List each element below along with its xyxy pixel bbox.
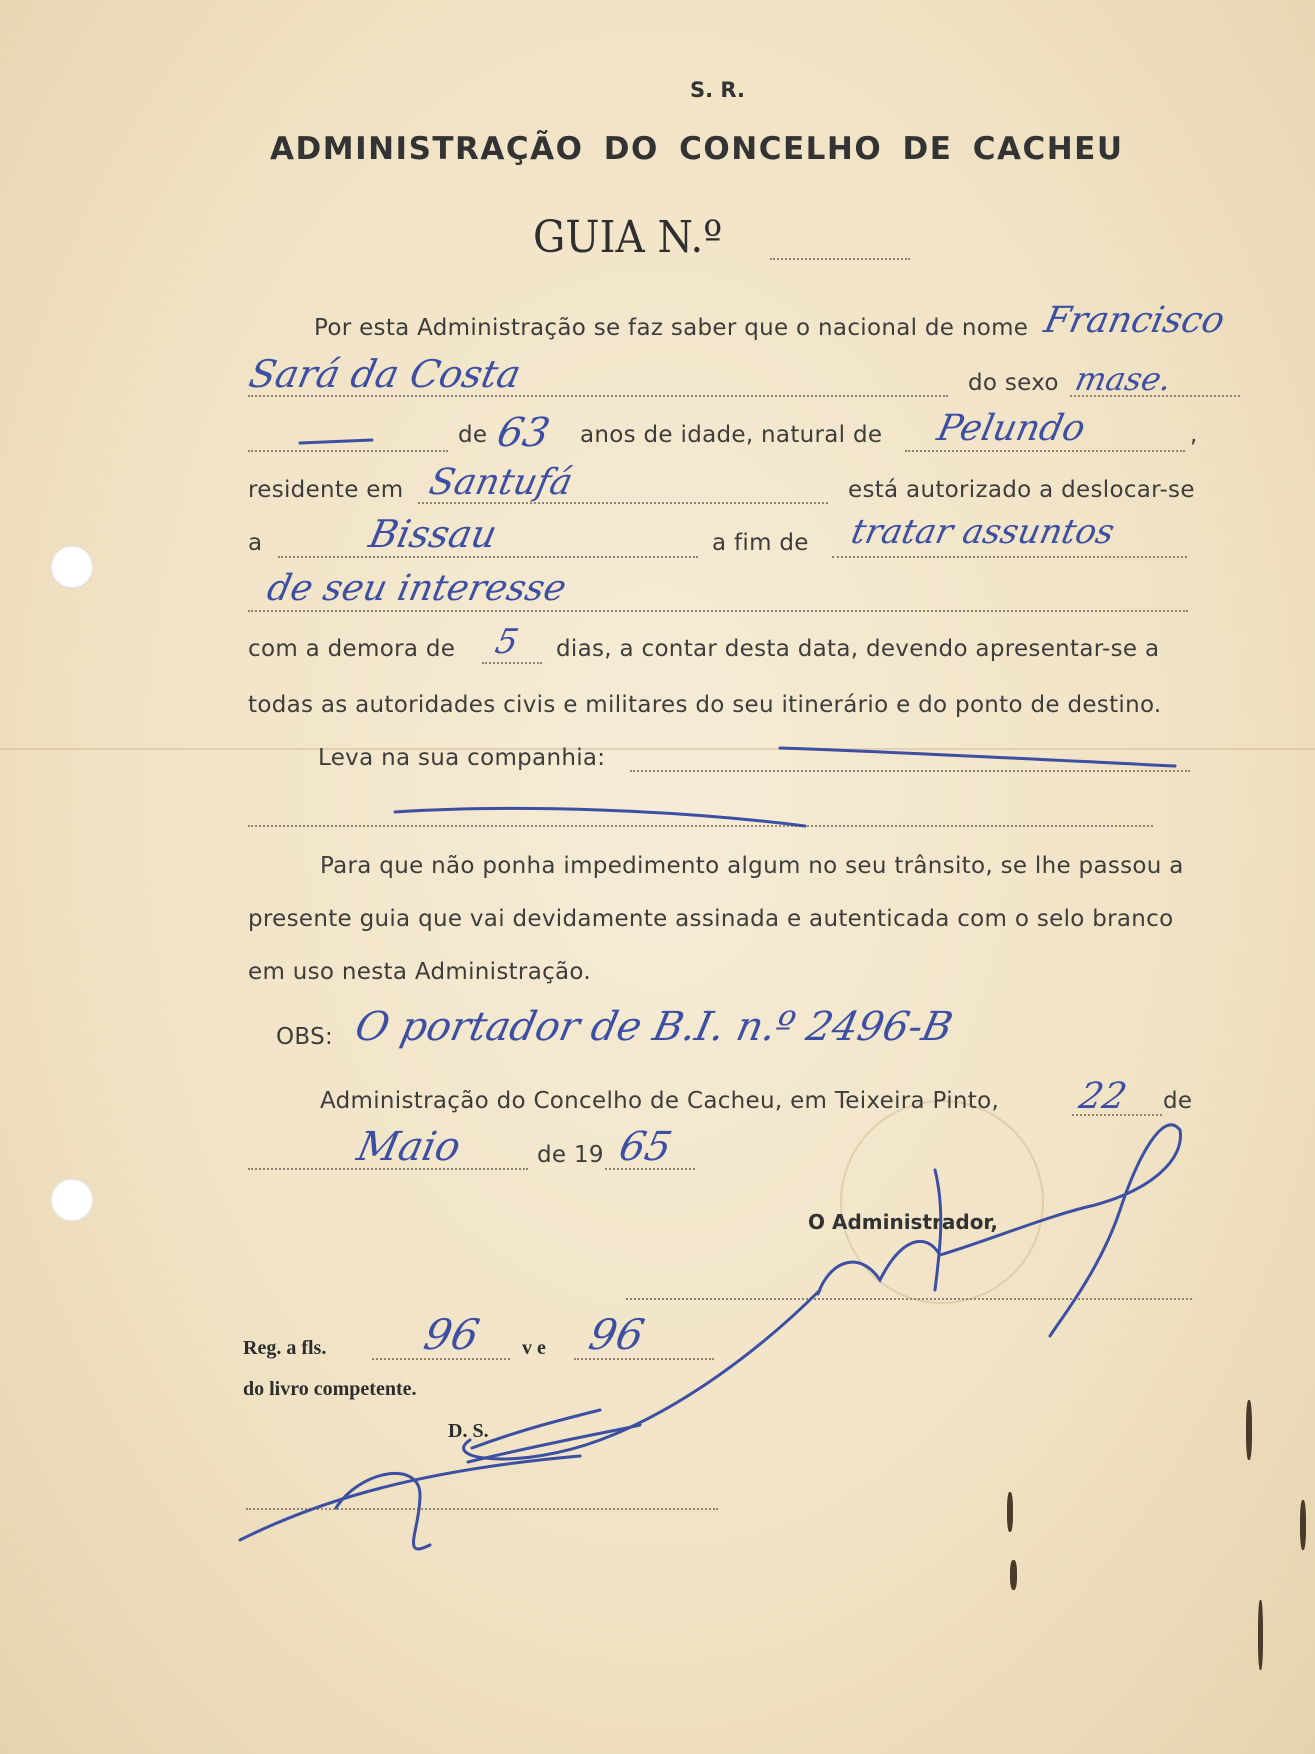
admin-signature-stroke (935, 1170, 941, 1290)
year-handwritten: 65 (615, 1124, 676, 1170)
natural-handwritten: Pelundo (933, 408, 1089, 449)
demora-label: com a demora de (248, 636, 456, 662)
day-handwritten: 22 (1075, 1076, 1131, 1117)
header-sr: S. R. (690, 78, 745, 102)
age-handwritten: 63 (493, 410, 554, 456)
place-label: Administração do Concelho de Cacheu, em Teixeira Pinto, (320, 1088, 1000, 1114)
month-handwritten: Maio (353, 1124, 465, 1170)
ds-signature-2 (468, 1425, 640, 1462)
autorizado-label: está autorizado a deslocar-se (848, 477, 1195, 503)
guia-label: GUIA N.º (533, 212, 723, 263)
authority-title: ADMINISTRAÇÃO DO CONCELHO DE CACHEU (270, 131, 1124, 167)
de-after-day: de (1163, 1088, 1193, 1114)
admin-label: O Administrador, (808, 1210, 998, 1234)
a-label: a (248, 530, 263, 556)
fim-handwritten-2: de seu interesse (263, 568, 570, 609)
de-label: de (458, 422, 488, 448)
ds-signature-1 (472, 1410, 600, 1448)
v-e-label: v e (522, 1337, 546, 1359)
name-handwritten-2: Sará da Costa (245, 352, 525, 396)
para-line-2: presente guia que vai devidamente assinada e autenticada com o selo branco (248, 906, 1174, 932)
ds-signature-3 (240, 1456, 580, 1540)
obs-label: OBS: (276, 1024, 334, 1050)
companhia-stroke-1 (780, 748, 1175, 766)
para-line-3: em uso nesta Administração. (248, 959, 592, 985)
anos-label: anos de idade, natural de (580, 422, 883, 448)
companhia-label: Leva na sua companhia: (318, 745, 606, 771)
residente-handwritten: Santufá (425, 462, 577, 503)
ds-signature-loop (336, 1473, 430, 1549)
year-prefix: de 19 (537, 1142, 604, 1168)
fim-handwritten-1: tratar assuntos (847, 512, 1118, 552)
sexo-handwritten: mase. (1071, 360, 1175, 398)
para-line-1: Para que não ponha impedimento algum no seu trânsito, se lhe passou a (320, 853, 1184, 879)
name-handwritten-1: Francisco (1040, 300, 1229, 341)
autoridades-text: todas as autoridades civis e militares do seu itinerário e do ponto de destino. (248, 692, 1162, 718)
companhia-stroke-2 (395, 808, 805, 826)
intro-text: Por esta Administração se faz saber que o nacional de nome (314, 315, 1029, 341)
reg-fls-handwritten: 96 (419, 1310, 484, 1359)
admin-signature (818, 1125, 1180, 1336)
reg-v-handwritten: 96 (584, 1310, 649, 1359)
ds-label: D. S. (448, 1420, 489, 1442)
livro-label: do livro competente. (243, 1378, 417, 1400)
comma: , (1190, 422, 1198, 448)
residente-label: residente em (248, 477, 404, 503)
sexo-label: do sexo (968, 370, 1059, 396)
obs-handwritten: O portador de B.I. n.º 2496-B (351, 1004, 957, 1050)
destino-handwritten: Bissau (365, 512, 501, 556)
reg-label: Reg. a fls. (243, 1337, 327, 1359)
dias-label: dias, a contar desta data, devendo apresentar-se a (556, 636, 1160, 662)
demora-handwritten: 5 (491, 622, 522, 662)
afim-label: a fim de (712, 530, 809, 556)
age-dash-stroke (300, 440, 372, 443)
